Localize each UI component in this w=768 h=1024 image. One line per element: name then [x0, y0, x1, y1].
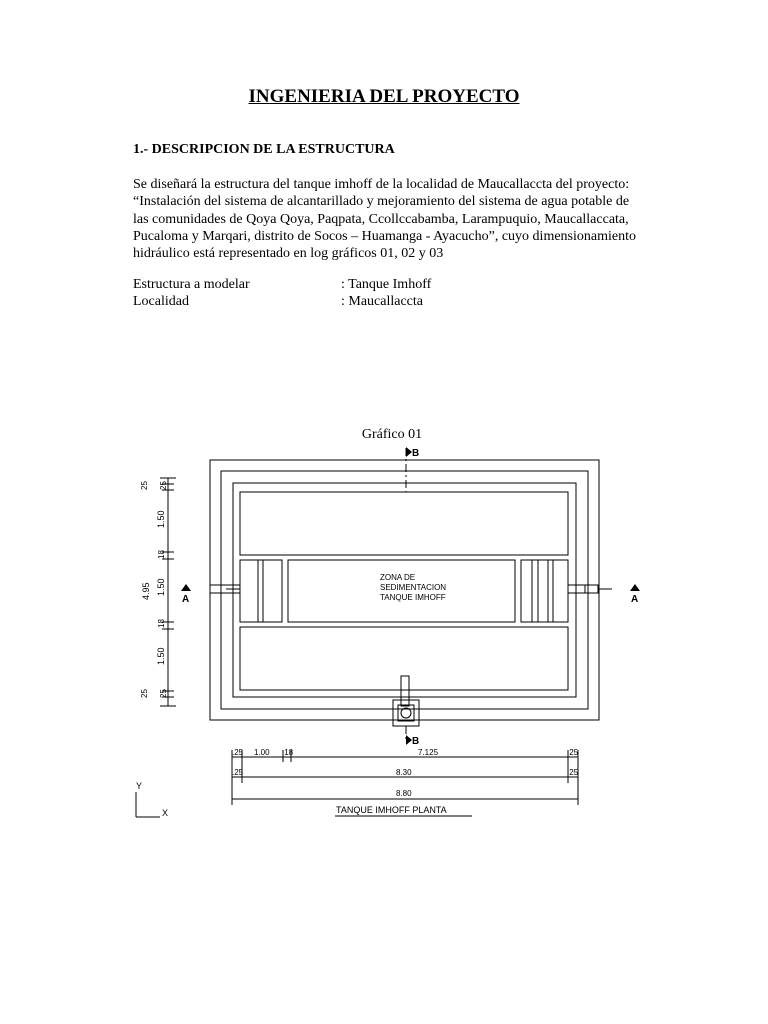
section-b-top: B: [412, 448, 420, 459]
dim-label: 25: [140, 481, 149, 490]
dim-label: 1.50: [156, 647, 166, 665]
dim-label: 8.30: [396, 768, 412, 777]
zone-label-line: TANQUE IMHOFF: [380, 593, 446, 602]
dim-label: 8.80: [396, 789, 412, 798]
field-value: : Maucallaccta: [341, 294, 424, 309]
right-chamber: [521, 560, 568, 622]
dim-label: 18: [157, 550, 166, 559]
dim-label: 25: [159, 481, 168, 490]
section-arrow-icon: [630, 584, 640, 591]
dim-label: 1.00: [254, 748, 270, 757]
dim-label: .25: [567, 748, 579, 757]
dim-label: .25: [567, 768, 579, 777]
paragraph-line: las comunidades de Qoya Qoya, Paqpata, Ccollccabamba, Larampuquio, Maucallaccata,: [133, 211, 629, 227]
paragraph-line: Pucaloma y Marqari, distrito de Socos – Huamanga - Ayacucho”, cuyo dimensionamiento: [133, 228, 636, 244]
sludge-box: [393, 700, 419, 726]
dim-label: 25: [159, 689, 168, 698]
dim-label: .18: [282, 748, 294, 757]
section-b-bottom: B: [412, 736, 420, 747]
plan-title: TANQUE IMHOFF PLANTA: [336, 805, 447, 815]
dim-label: 25: [140, 689, 149, 698]
document-title: INGENIERIA DEL PROYECTO: [248, 86, 520, 107]
paragraph-line: Se diseñará la estructura del tanque imhoff de la localidad de Maucallaccta del proyecto:: [133, 177, 630, 192]
outlet-pipe: [568, 585, 598, 593]
axis-x-label: X: [162, 808, 169, 818]
zone-label-line: ZONA DE: [380, 573, 416, 582]
section-a-right: A: [631, 594, 639, 605]
bottom-compartment: [240, 627, 568, 690]
top-compartment: [240, 492, 568, 555]
field-label: Localidad: [133, 294, 189, 309]
figure-caption: Gráfico 01: [361, 427, 423, 442]
total-height-label: 4.95: [141, 582, 151, 600]
dim-label: 1.50: [156, 578, 166, 596]
dim-label: .25: [232, 748, 244, 757]
section-arrow-icon: [181, 584, 191, 591]
dim-label: 1.50: [156, 510, 166, 528]
dim-label: 7.125: [418, 748, 439, 757]
paragraph-line: “Instalación del sistema de alcantarillado y mejoramiento del sistema de agua potable de: [133, 194, 630, 210]
field-value: : Tanque Imhoff: [341, 277, 432, 292]
sludge-pipe: [401, 676, 409, 706]
section-a-left: A: [182, 594, 190, 605]
dim-label: .25: [232, 768, 244, 777]
section-heading: 1.- DESCRIPCION DE LA ESTRUCTURA: [133, 142, 395, 157]
axis-y-label: Y: [136, 781, 143, 791]
zone-label-line: SEDIMENTACION: [380, 583, 447, 592]
field-label: Estructura a modelar: [133, 277, 250, 292]
left-chamber: [240, 560, 282, 622]
dim-label: 18: [157, 619, 166, 628]
paragraph-line: hidráulico está representado en log gráficos 01, 02 y 03: [133, 246, 444, 262]
